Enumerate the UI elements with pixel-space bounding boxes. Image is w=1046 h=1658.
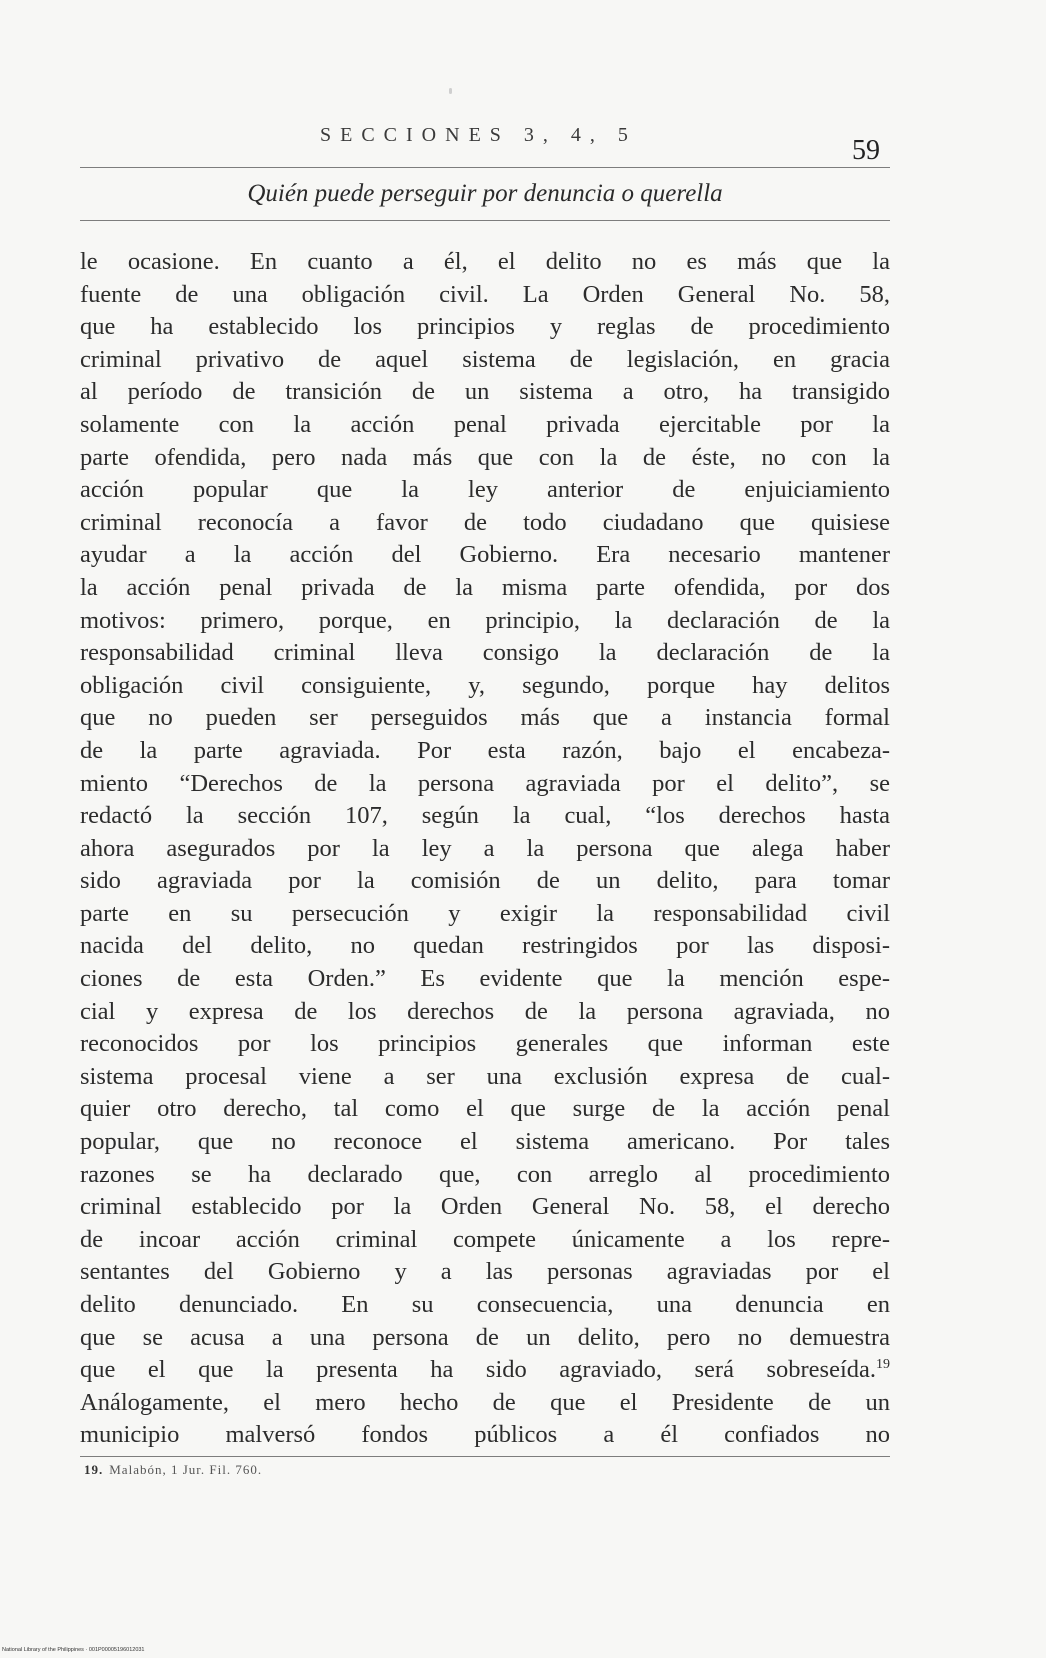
footnote-rule — [80, 1456, 890, 1457]
scan-speck — [449, 88, 452, 94]
footnote-text: Malabón, 1 Jur. Fil. 760. — [109, 1462, 263, 1477]
body-line: solamente con la acción penal privada ejercitable por la — [80, 410, 890, 438]
body-line: municipio malversó fondos públicos a él confiados no — [80, 1421, 890, 1449]
body-line: de la parte agraviada. Por esta razón, bajo el encabeza- — [80, 736, 890, 764]
body-line: sentantes del Gobierno y a las personas agraviadas por el — [80, 1258, 890, 1286]
body-line: miento “Derechos de la persona agraviada por el delito”, se — [80, 769, 890, 797]
header-rule-bottom — [80, 220, 890, 221]
body-line: fuente de una obligación civil. La Orden General No. 58, — [80, 280, 890, 308]
body-line: quier otro derecho, tal como el que surge de la acción penal — [80, 1095, 890, 1123]
body-line: al período de transición de un sistema a otro, ha transigido — [80, 378, 890, 406]
body-line: obligación civil consiguiente, y, segundo, porque hay delitos — [80, 671, 890, 699]
body-line: delito denunciado. En su consecuencia, una denuncia en — [80, 1291, 890, 1318]
body-line: que ha establecido los principios y reglas de procedimiento — [80, 313, 890, 341]
footnote-number: 19. — [84, 1462, 104, 1477]
header-rule-top — [80, 167, 890, 168]
page-number: 59 — [852, 135, 880, 166]
body-line-text: que el que la presenta ha sido agraviado, será sobreseída. — [80, 1356, 876, 1384]
body-line: acción popular que la ley anterior de enjuiciamiento — [80, 476, 890, 504]
footnote-reference[interactable]: 19 — [876, 1357, 890, 1373]
body-line: razones se ha declarado que, con arreglo al procedimiento — [80, 1160, 890, 1188]
body-line: Análogamente, el mero hecho de que el Presidente de un — [80, 1388, 890, 1416]
body-line: ayudar a la acción del Gobierno. Era necesario mantener — [80, 541, 890, 569]
body-line: ahora asegurados por la ley a la persona que alega haber — [80, 834, 890, 862]
body-line: criminal establecido por la Orden General No. 58, el derecho — [80, 1193, 890, 1221]
body-line: reconocidos por los principios generales que informan este — [80, 1030, 890, 1058]
page-subtitle: Quién puede perseguir por denuncia o querella — [247, 180, 723, 207]
section-title: SECCIONES 3, 4, 5 — [320, 124, 637, 146]
footnote — [84, 1462, 262, 1478]
body-line-with-footnote — [80, 1354, 890, 1387]
body-text — [80, 246, 890, 1452]
body-line: sido agraviada por la comisión de un delito, para tomar — [80, 867, 890, 895]
body-line: parte en su persecución y exigir la responsabilidad civil — [80, 899, 890, 927]
body-line: que se acusa a una persona de un delito, pero no demuestra — [80, 1323, 890, 1351]
body-line: parte ofendida, pero nada más que con la de éste, no con la — [80, 443, 890, 471]
body-line: motivos: primero, porque, en principio, la declaración de la — [80, 606, 890, 634]
body-line: que no pueden ser perseguidos más que a instancia formal — [80, 704, 890, 732]
body-line: de incoar acción criminal compete únicamente a los repre- — [80, 1225, 890, 1253]
scan-credit: National Library of the Philippines · 001P00005196012031 — [2, 1647, 145, 1653]
body-line: criminal reconocía a favor de todo ciudadano que quisiese — [80, 508, 890, 536]
body-line: la acción penal privada de la misma parte ofendida, por dos — [80, 573, 890, 601]
body-line: ciones de esta Orden.” Es evidente que la mención espe- — [80, 965, 890, 993]
body-line: cial y expresa de los derechos de la persona agraviada, no — [80, 997, 890, 1025]
body-line: criminal privativo de aquel sistema de legislación, en gracia — [80, 345, 890, 373]
body-line: redactó la sección 107, según la cual, “los derechos hasta — [80, 802, 890, 830]
body-line: le ocasione. En cuanto a él, el delito no es más que la — [80, 248, 890, 275]
body-line: popular, que no reconoce el sistema americano. Por tales — [80, 1128, 890, 1156]
body-line: nacida del delito, no quedan restringidos por las disposi- — [80, 932, 890, 960]
body-line: sistema procesal viene a ser una exclusión expresa de cual- — [80, 1062, 890, 1090]
body-line: responsabilidad criminal lleva consigo la declaración de la — [80, 639, 890, 667]
